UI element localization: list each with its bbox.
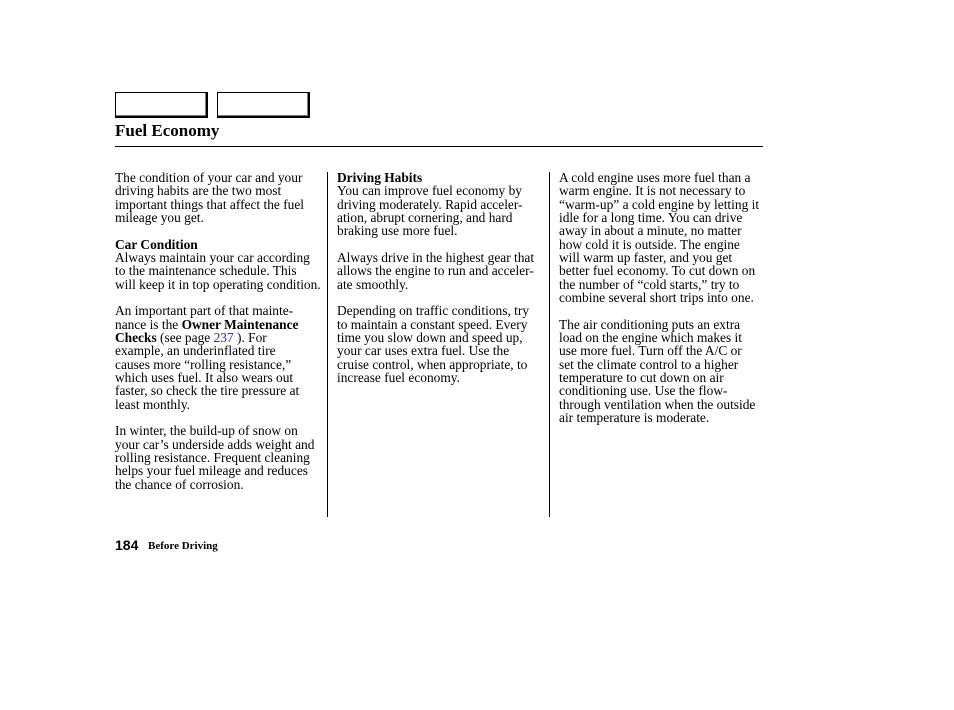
text-line: will warm up faster, and you get — [559, 249, 733, 265]
text-line: Depending on traffic conditions, try — [337, 303, 530, 319]
bold-text: Checks — [115, 329, 157, 345]
text-line: combine several short trips into one. — [559, 289, 754, 305]
text-line: least monthly. — [115, 396, 191, 412]
text-line: An important part of that mainte- — [115, 303, 294, 319]
text-line: increase fuel economy. — [337, 369, 460, 385]
paragraph — [115, 171, 325, 224]
column-3 — [559, 171, 763, 424]
text-line: mileage you get. — [115, 209, 204, 225]
page-title: Fuel Economy — [115, 121, 220, 140]
text-line: your car’s underside adds weight and — [115, 436, 315, 452]
text-line: the number of “cold starts,” try to — [559, 276, 740, 292]
section-name: Before Driving — [148, 540, 218, 552]
paragraph — [559, 318, 763, 425]
text-line: A cold engine uses more fuel than a — [559, 170, 751, 185]
section — [115, 238, 325, 291]
text-line: rolling resistance. Frequent cleaning — [115, 449, 310, 465]
text-line: braking use more fuel. — [337, 223, 458, 239]
text-line: your car uses extra fuel. Use the — [337, 343, 510, 359]
text-line: air temperature is moderate. — [559, 409, 710, 425]
section-heading: Car Condition — [115, 236, 198, 252]
text-line: ation, abrupt cornering, and hard — [337, 209, 513, 225]
text-run: ). For — [233, 329, 267, 345]
nav-button-right[interactable] — [217, 92, 310, 118]
text-line: important things that affect the fuel — [115, 196, 305, 212]
paragraph — [559, 171, 763, 304]
paragraph — [337, 251, 547, 291]
section-heading: Driving Habits — [337, 170, 423, 185]
paragraph — [337, 304, 547, 384]
column-divider — [549, 172, 550, 517]
text-line: better fuel economy. To cut down on — [559, 263, 756, 279]
column-2 — [337, 171, 547, 384]
page-reference-link[interactable]: 237 — [213, 329, 234, 345]
text-line: which uses fuel. It also wears out — [115, 369, 294, 385]
text-line: cruise control, when appropriate, to — [337, 356, 528, 372]
text-line: idle for a long time. You can drive — [559, 209, 743, 225]
text-line: time you slow down and speed up, — [337, 329, 523, 345]
text-line: to the maintenance schedule. This — [115, 263, 297, 279]
column-1 — [115, 171, 325, 491]
text-line: the chance of corrosion. — [115, 476, 244, 492]
bold-text: Owner Maintenance — [181, 316, 299, 332]
text-line: temperature to cut down on air — [559, 369, 724, 385]
text-line: You can improve fuel economy by — [337, 183, 522, 199]
text-line: load on the engine which makes it — [559, 329, 742, 345]
text-line: set the climate control to a higher — [559, 356, 739, 372]
text-line: The condition of your car and your — [115, 170, 303, 185]
text-line — [115, 318, 325, 331]
text-line: causes more “rolling resistance,” — [115, 356, 292, 372]
text-line: to maintain a constant speed. Every — [337, 316, 528, 332]
text-line: will keep it in top operating condition. — [115, 276, 321, 292]
text-line — [115, 331, 325, 344]
text-line: ate smoothly. — [337, 276, 409, 292]
text-line: allows the engine to run and acceler- — [337, 263, 534, 279]
text-line: Always drive in the highest gear that — [337, 249, 535, 265]
paragraph — [115, 304, 325, 411]
text-line: faster, so check the tire pressure at — [115, 383, 300, 399]
text-line: use more fuel. Turn off the A/C or — [559, 343, 742, 359]
column-divider — [327, 172, 328, 517]
text-run: (see page — [156, 329, 214, 345]
title-rule — [115, 146, 763, 147]
text-line: The air conditioning puts an extra — [559, 316, 741, 332]
text-line: how cold it is outside. The engine — [559, 236, 740, 252]
section — [337, 171, 547, 238]
text-line: through ventilation when the outside — [559, 396, 756, 412]
text-line: example, an underinflated tire — [115, 343, 276, 359]
text-line: away in about a minute, no matter — [559, 223, 742, 239]
text-line: helps your fuel mileage and reduces — [115, 463, 308, 479]
text-line: “warm-up” a cold engine by letting it — [559, 196, 760, 212]
page-number: 184 — [115, 537, 139, 553]
paragraph — [115, 424, 325, 491]
text-line: warm engine. It is not necessary to — [559, 183, 746, 199]
text-line: driving habits are the two most — [115, 183, 282, 199]
text-line: In winter, the build-up of snow on — [115, 423, 298, 439]
nav-button-left[interactable] — [115, 92, 208, 118]
text-line: driving moderately. Rapid acceler- — [337, 196, 523, 212]
text-line: Always maintain your car according — [115, 249, 310, 265]
text-line: conditioning use. Use the flow- — [559, 383, 728, 399]
text-run: nance is the — [115, 316, 182, 332]
